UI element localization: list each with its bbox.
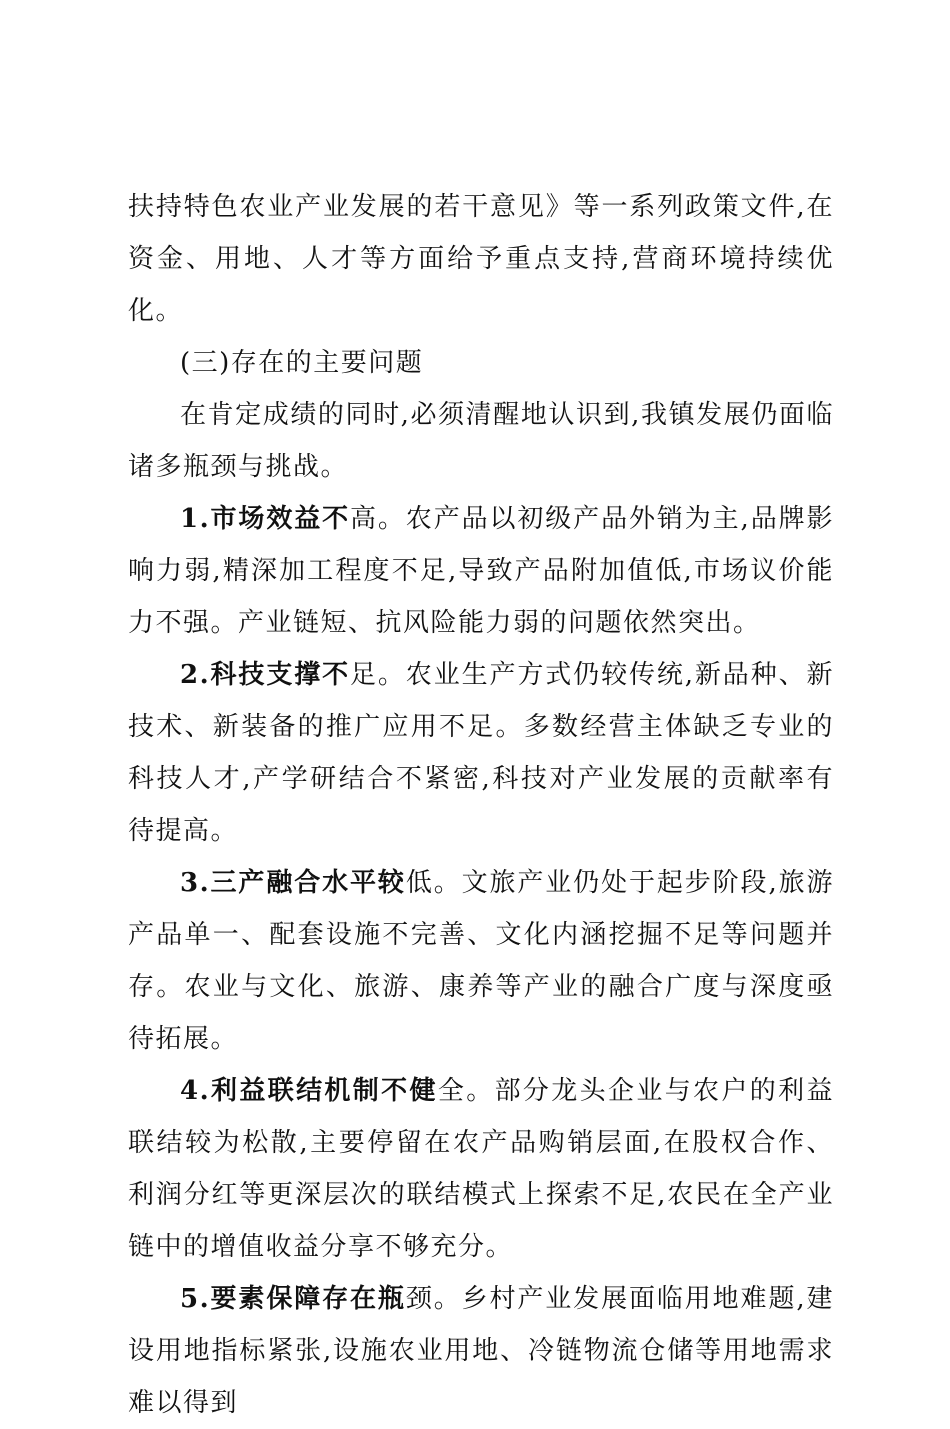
problem-item bbox=[128, 1273, 834, 1429]
problem-item bbox=[128, 1065, 834, 1273]
problem-body: 低。文旅产业仍处于起步阶段,旅游产品单一、配套设施不完善、文化内涵挖掘不足等问题并存。农业与文化、旅游、康养等产业的融合广度与深度亟待拓展。 bbox=[128, 868, 834, 1054]
document-body bbox=[128, 181, 834, 1429]
problem-body: 足。农业生产方式仍较传统,新品种、新技术、新装备的推广应用不足。多数经营主体缺乏专业的科技人才,产学研结合不紧密,科技对产业发展的贡献率有待提高。 bbox=[128, 660, 834, 846]
problem-item bbox=[128, 649, 834, 857]
continuation-paragraph: 扶持特色农业产业发展的若干意见》等一系列政策文件,在资金、用地、人才等方面给予重点支持,营商环境持续优化。 bbox=[128, 192, 834, 326]
intro-paragraph: 在肯定成绩的同时,必须清醒地认识到,我镇发展仍面临诸多瓶颈与挑战。 bbox=[128, 400, 834, 482]
problem-title: 5.要素保障存在瓶 bbox=[180, 1284, 406, 1314]
problem-title: 1.市场效益不 bbox=[180, 504, 351, 534]
problem-title: 4.利益联结机制不健 bbox=[180, 1076, 438, 1106]
problem-body: 全。部分龙头企业与农户的利益联结较为松散,主要停留在农产品购销层面,在股权合作、利润分红等更深层次的联结模式上探索不足,农民在全产业链中的增值收益分享不够充分。 bbox=[128, 1076, 834, 1262]
problem-body: 颈。乡村产业发展面临用地难题,建设用地指标紧张,设施农业用地、冷链物流仓储等用地需求难以得到 bbox=[128, 1284, 834, 1418]
problem-title: 3.三产融合水平较 bbox=[180, 868, 406, 898]
section-heading: (三)存在的主要问题 bbox=[180, 348, 424, 378]
problem-item bbox=[128, 857, 834, 1065]
problem-item bbox=[128, 493, 834, 649]
problem-title: 2.科技支撑不 bbox=[180, 660, 351, 690]
problem-body: 高。农产品以初级产品外销为主,品牌影响力弱,精深加工程度不足,导致产品附加值低,市场议价能力不强。产业链短、抗风险能力弱的问题依然突出。 bbox=[128, 504, 834, 638]
